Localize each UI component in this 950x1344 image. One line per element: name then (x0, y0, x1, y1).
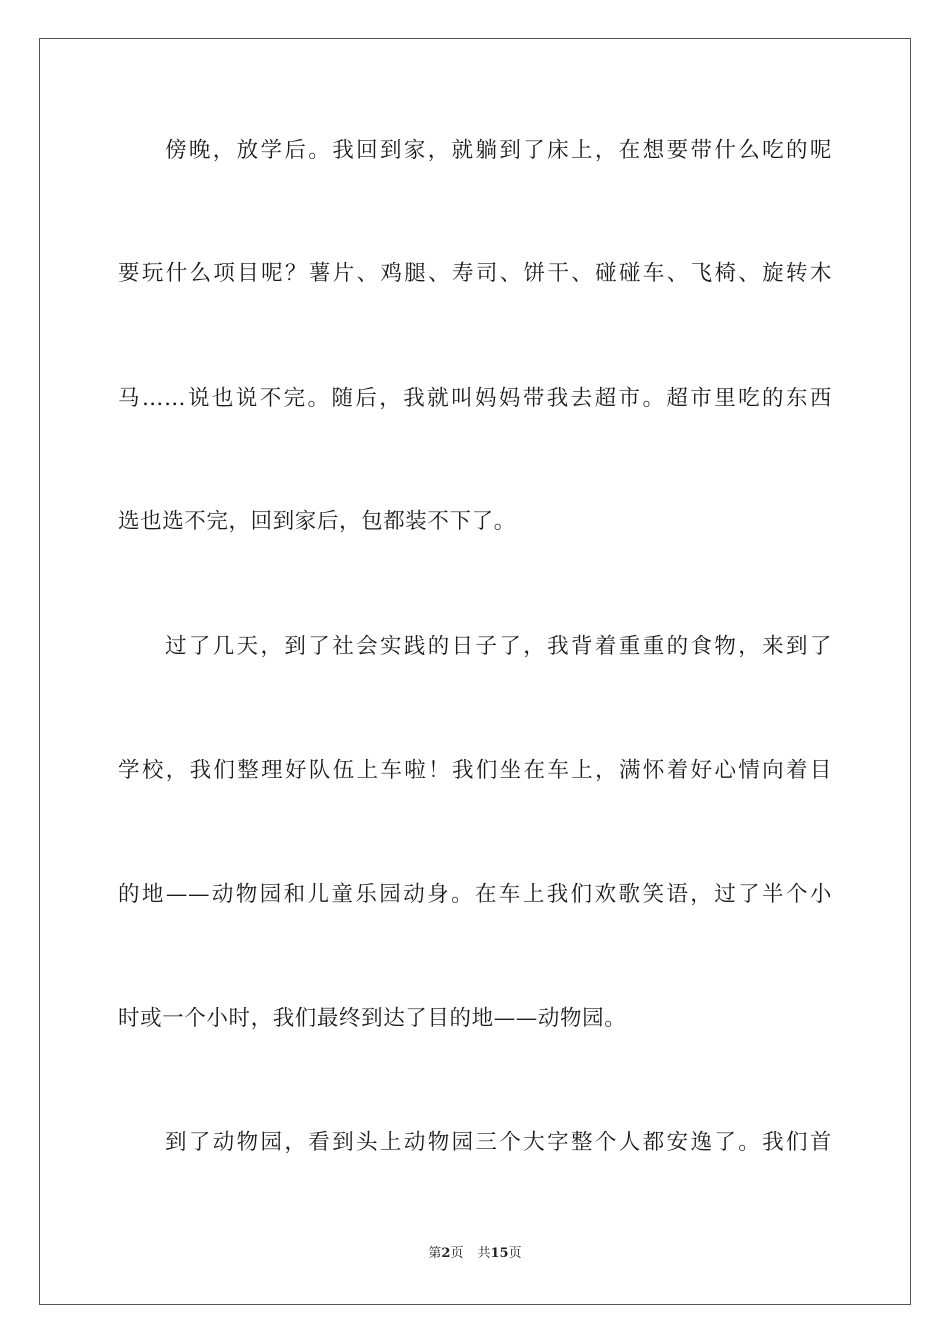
text-line-5: 过了几天，到了社会实践的日子了，我背着重重的食物，来到了 (165, 634, 832, 659)
footer-total-pages: 15 (490, 1246, 509, 1261)
text-line-7: 的地——动物园和儿童乐园动身。在车上我们欢歌笑语，过了半个小 (118, 882, 832, 907)
text-line-9: 到了动物园，看到头上动物园三个大字整个人都安逸了。我们首 (165, 1130, 832, 1155)
footer-page-suffix: 页 (450, 1246, 464, 1261)
footer-page-prefix: 第 (428, 1246, 442, 1261)
page-footer (0, 1245, 950, 1263)
text-line-6: 学校，我们整理好队伍上车啦！我们坐在车上，满怀着好心情向着目 (118, 758, 832, 783)
page-border (39, 38, 911, 1305)
text-line-2: 要玩什么项目呢？薯片、鸡腿、寿司、饼干、碰碰车、飞椅、旋转木 (118, 261, 832, 286)
footer-page-number: 2 (441, 1246, 451, 1261)
text-line-1: 傍晚，放学后。我回到家，就躺到了床上，在想要带什么吃的呢 (165, 138, 832, 163)
footer-total-suffix: 页 (508, 1246, 522, 1261)
text-line-8: 时或一个小时，我们最终到达了目的地——动物园。 (118, 1006, 627, 1031)
text-line-3: 马……说也说不完。随后，我就叫妈妈带我去超市。超市里吃的东西 (118, 386, 832, 411)
footer-total-prefix: 共 (477, 1246, 491, 1261)
text-line-4: 选也选不完，回到家后，包都装不下了。 (118, 509, 516, 534)
